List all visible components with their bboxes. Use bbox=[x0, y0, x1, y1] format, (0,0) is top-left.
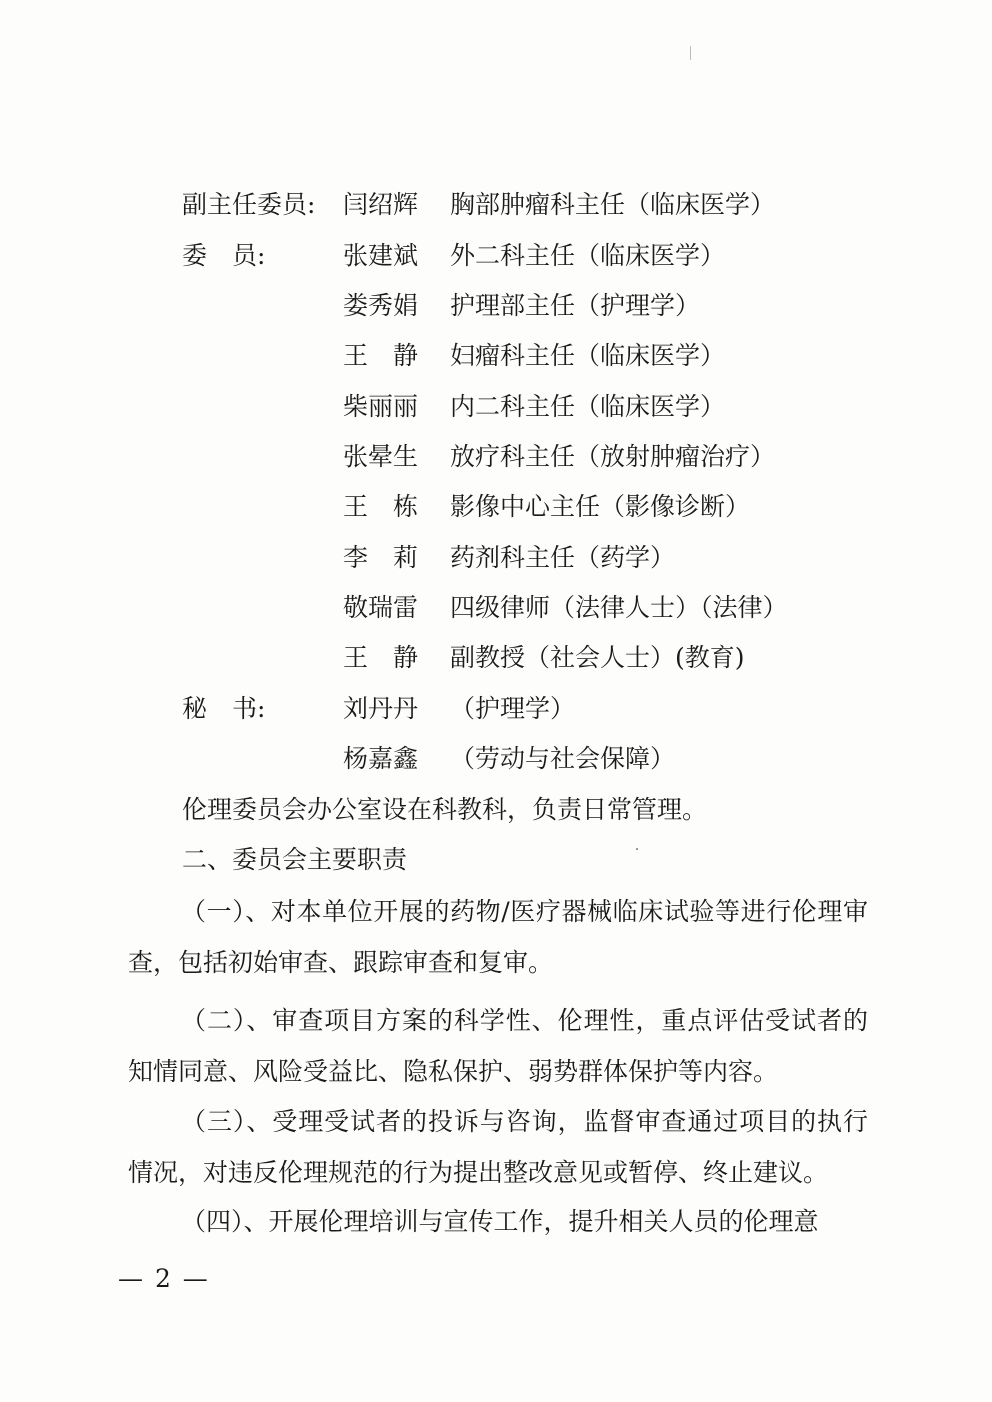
member-desc: 四级律师（法律人士）（法律） bbox=[450, 593, 788, 622]
member-name: 敬瑞雷 bbox=[343, 593, 419, 622]
member-desc: 影像中心主任（影像诊断） bbox=[450, 492, 751, 521]
vice-chair-role: 副主任委员: bbox=[182, 190, 316, 219]
member-desc: 内二科主任（临床医学） bbox=[450, 392, 726, 421]
member-name: 柴丽丽 bbox=[343, 392, 419, 421]
members-role: 委 员: bbox=[182, 241, 266, 270]
duty-paragraph: （一）、对本单位开展的药物/医疗器械临床试验等进行伦理审查，包括初始审查、跟踪审查和复审。 bbox=[128, 897, 868, 977]
secretary-desc: （护理学） bbox=[450, 694, 576, 723]
vice-chair-desc: 胸部肿瘤科主任（临床医学） bbox=[450, 190, 776, 219]
member-desc: 副教授（社会人士）(教育) bbox=[450, 643, 745, 672]
scan-speck bbox=[690, 46, 691, 60]
member-desc: 护理部主任（护理学） bbox=[450, 291, 701, 320]
member-desc: 放疗科主任（放射肿瘤治疗） bbox=[450, 442, 776, 471]
member-desc: 妇瘤科主任（临床医学） bbox=[450, 341, 726, 370]
duty-paragraph: （三）、受理受试者的投诉与咨询，监督审查通过项目的执行情况，对违反伦理规范的行为提出整改意见或暂停、终止建议。 bbox=[128, 1107, 868, 1187]
duty-paragraph: （二）、审查项目方案的科学性、伦理性，重点评估受试者的知情同意、风险受益比、隐私保护、弱势群体保护等内容。 bbox=[128, 1006, 868, 1086]
secretary-desc: （劳动与社会保障） bbox=[450, 744, 676, 773]
office-note: 伦理委员会办公室设在科教科，负责日常管理。 bbox=[182, 795, 708, 824]
member-name: 王 栋 bbox=[343, 492, 419, 521]
section-heading: 二、委员会主要职责 bbox=[182, 845, 408, 874]
member-name: 王 静 bbox=[343, 341, 419, 370]
member-name: 张晕生 bbox=[343, 442, 419, 471]
member-name: 娄秀娟 bbox=[343, 291, 419, 320]
member-name: 张建斌 bbox=[343, 241, 419, 270]
member-name: 王 静 bbox=[343, 643, 419, 672]
duty-paragraph: （四）、开展伦理培训与宣传工作，提升相关人员的伦理意 bbox=[181, 1207, 819, 1236]
secretary-name: 杨嘉鑫 bbox=[343, 744, 419, 773]
member-desc: 药剂科主任（药学） bbox=[450, 543, 676, 572]
page-number: — 2 — bbox=[118, 1264, 210, 1293]
secretary-role: 秘 书: bbox=[182, 694, 266, 723]
member-name: 李 莉 bbox=[343, 543, 419, 572]
secretary-name: 刘丹丹 bbox=[343, 694, 419, 723]
scan-speck bbox=[636, 848, 638, 850]
vice-chair-name: 闫绍辉 bbox=[343, 190, 419, 219]
member-desc: 外二科主任（临床医学） bbox=[450, 241, 726, 270]
